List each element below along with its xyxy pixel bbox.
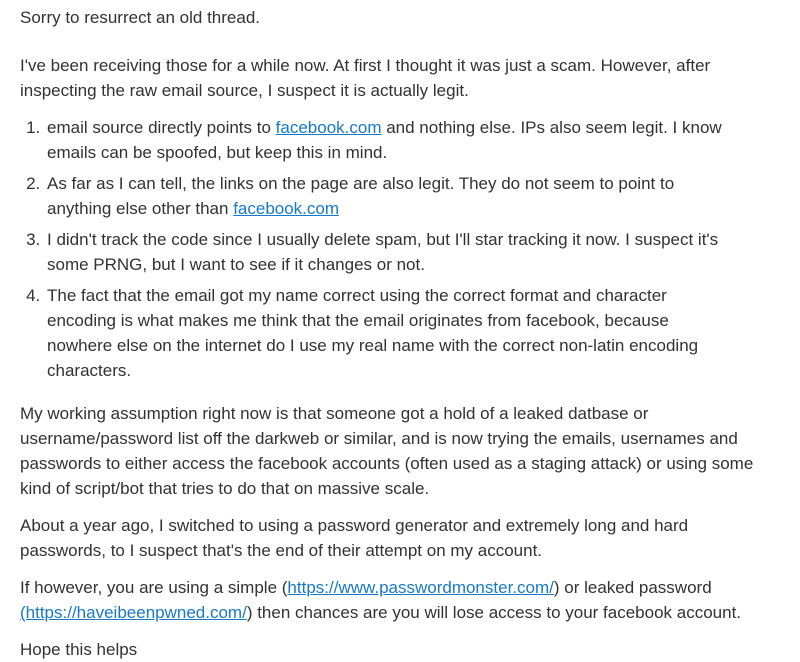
paragraph [20,401,780,501]
text-segment: About a year ago, I switched to using a password generator and extremely long and hard [20,516,689,535]
list-item [45,227,780,277]
facebook-link[interactable]: facebook.com [233,199,340,218]
text-segment: characters. [47,361,132,380]
text-segment: inspecting the raw email source, I suspect it is actually legit. [20,81,469,100]
text-segment: ) or leaked password [553,578,712,597]
text-segment: email source directly points to [47,118,276,137]
text-segment: As far as I can tell, the links on the page are also legit. They do not seem to point to [47,174,675,193]
text-segment: ) then chances are you will lose access to your facebook account. [246,603,742,622]
text-segment: Hope this helps [20,640,138,659]
paragraph [20,637,780,662]
text-segment: If however, you are using a simple ( [20,578,288,597]
text-segment: My working assumption right now is that someone got a hold of a leaked datbase or [20,404,649,423]
list-item [45,171,780,221]
text-segment: anything else other than [47,199,234,218]
text-segment: emails can be spoofed, but keep this in mind. [47,143,388,162]
text-segment: I've been receiving those for a while now. At first I thought it was just a scam. However, after [20,56,711,75]
numbered-list [20,115,780,383]
text-segment: passwords, to I suspect that's the end of their attempt on my account. [20,541,543,560]
paragraph [20,575,780,625]
text-segment: username/password list off the darkweb or similar, and is now trying the emails, usernames and [20,429,738,448]
text-segment: and nothing else. IPs also seem legit. I know [381,118,722,137]
text-segment: nowhere else on the internet do I use my real name with the correct non-latin encoding [47,336,699,355]
post-body [20,5,780,662]
text-segment: I didn't track the code since I usually delete spam, but I'll star tracking it now. I suspect it's [47,230,719,249]
list-item [45,115,780,165]
text-segment: encoding is what makes me think that the email originates from facebook, because [47,311,669,330]
paragraph [20,5,780,30]
text-segment: passwords to either access the facebook accounts (often used as a staging attack) or using some [20,454,754,473]
passwordmonster-link[interactable]: https://www.passwordmonster.com/ [287,578,554,597]
text-segment: kind of script/bot that tries to do that on massive scale. [20,479,430,498]
paragraph [20,513,780,563]
haveibeenpwned-link[interactable]: (https://haveibeenpwned.com/ [20,603,247,622]
list-item [45,283,780,383]
text-segment: The fact that the email got my name correct using the correct format and character [47,286,667,305]
text-segment: some PRNG, but I want to see if it changes or not. [47,255,425,274]
paragraph [20,53,780,103]
facebook-link[interactable]: facebook.com [275,118,382,137]
text-segment: Sorry to resurrect an old thread. [20,8,261,27]
